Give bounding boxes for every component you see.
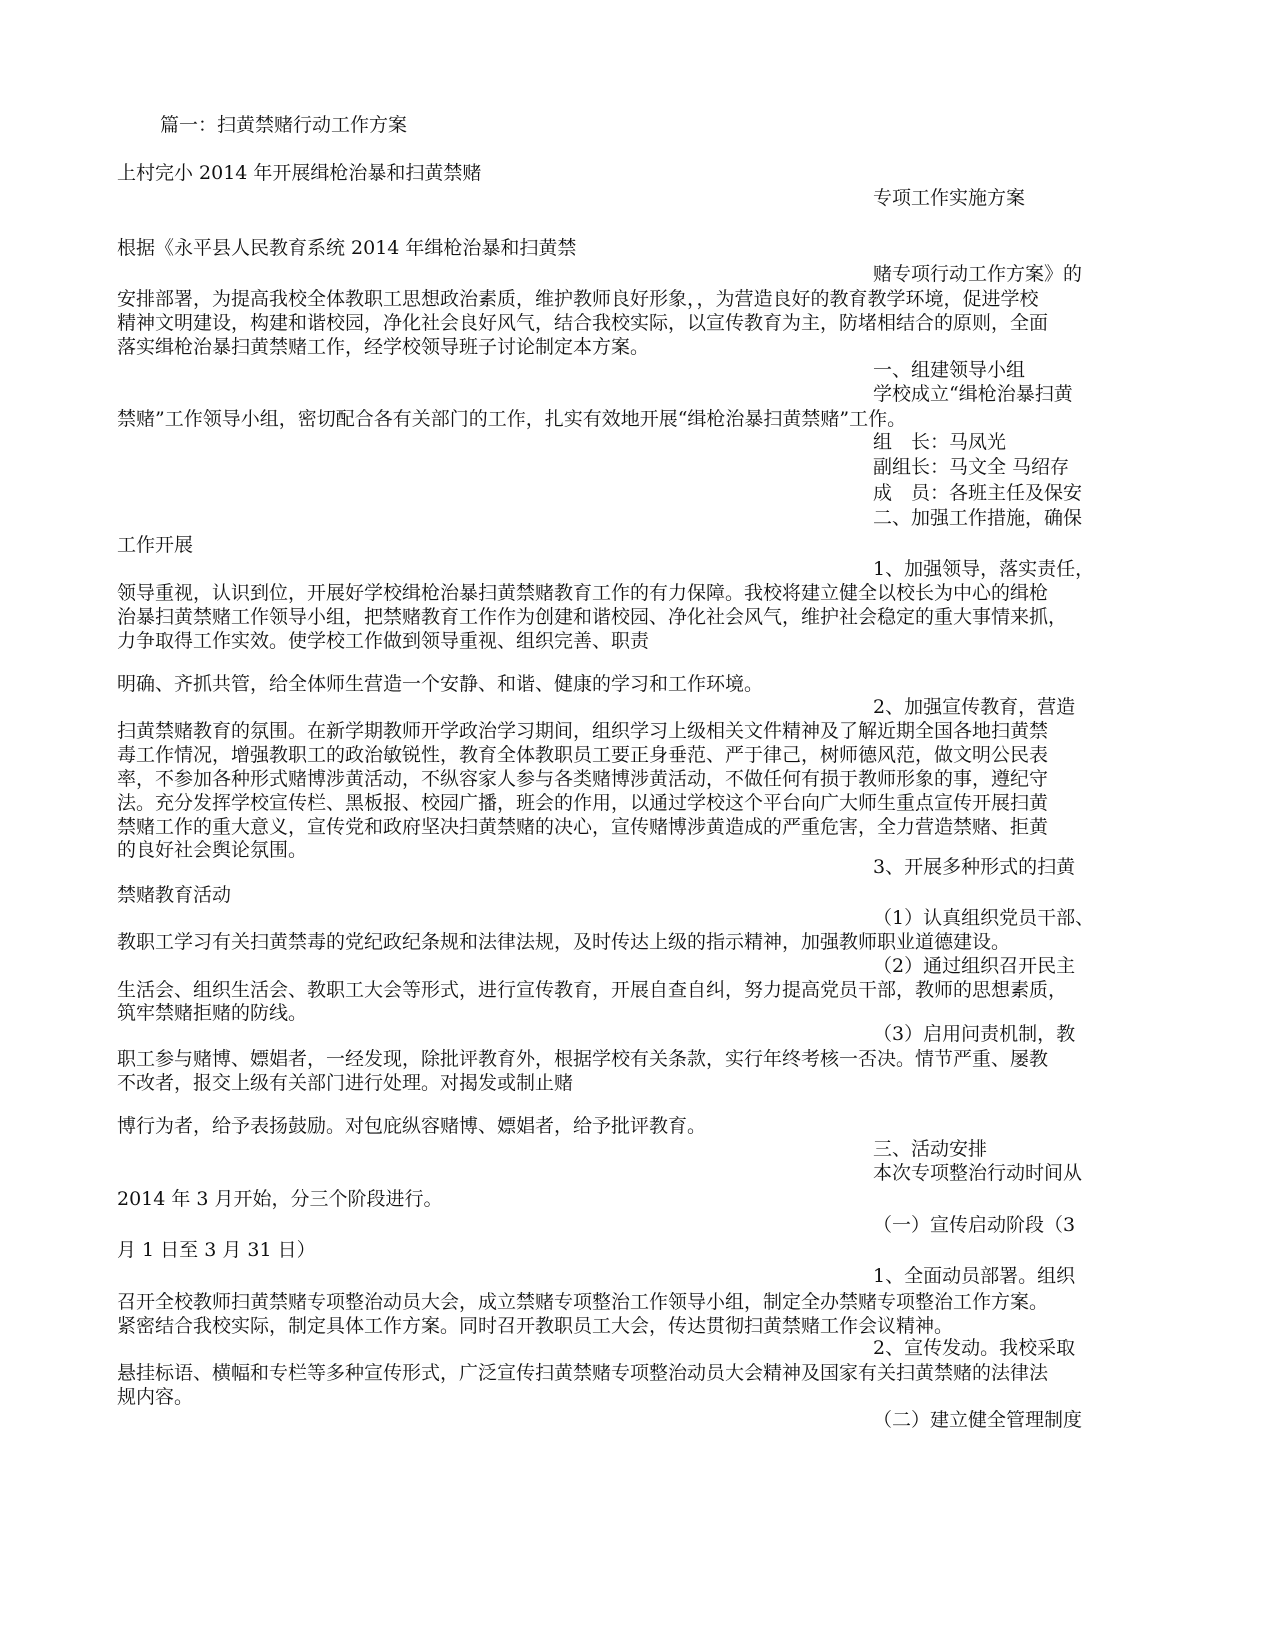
body-line: 1、加强领导，落实责任， <box>873 558 1095 580</box>
subtitle-line-1: 上村完小 2014 年开展缉枪治暴和扫黄禁赌 <box>117 162 482 184</box>
body-line: 落实缉枪治暴扫黄禁赌工作，经学校领导班子讨论制定本方案。 <box>117 336 650 358</box>
body-line: （1）认真组织党员干部、 <box>873 907 1095 929</box>
body-line: 法。充分发挥学校宣传栏、黑板报、校园广播，班会的作用，以通过学校这个平台向广大师生重点宣传开展扫黄 <box>117 792 1049 814</box>
body-line: 生活会、组织生活会、教职工大会等形式，进行宣传教育，开展自查自纠，努力提高党员干部，教师的思想素质， <box>117 979 1068 1001</box>
section-heading: 一、组建领导小组 <box>873 359 1026 381</box>
body-line: 率，不参加各种形式赌博涉黄活动，不纵容家人参与各类赌博涉黄活动，不做任何有损于教师形象的事，遵纪守 <box>117 768 1049 790</box>
body-line: 博行为者，给予表扬鼓励。对包庇纵容赌博、嫖娼者，给予批评教育。 <box>117 1115 707 1137</box>
body-line: 2014 年 3 月开始，分三个阶段进行。 <box>117 1188 443 1210</box>
section-heading: 三、活动安排 <box>873 1138 988 1160</box>
body-line: 规内容。 <box>117 1386 194 1408</box>
body-line: 2、宣传发动。我校采取 <box>873 1337 1076 1359</box>
body-line: 禁赌工作的重大意义，宣传党和政府坚决扫黄禁赌的决心，宣传赌博涉黄造成的严重危害，全力营造禁赌、拒黄 <box>117 816 1049 838</box>
body-line: 根据《永平县人民教育系统 2014 年缉枪治暴和扫黄禁 <box>117 237 577 259</box>
body-line: 工作开展 <box>117 534 194 556</box>
body-line: 治暴扫黄禁赌工作领导小组，把禁赌教育工作作为创建和谐校园、净化社会风气，维护社会稳定的重大事情来抓， <box>117 606 1068 628</box>
body-line: 组 长：马凤光 <box>873 431 1007 453</box>
body-line: 力争取得工作实效。使学校工作做到领导重视、组织完善、职责 <box>117 630 650 652</box>
body-line: 成 员：各班主任及保安 <box>873 482 1083 504</box>
body-line: 不改者，报交上级有关部门进行处理。对揭发或制止赌 <box>117 1072 574 1094</box>
body-line: 月 1 日至 3 月 31 日） <box>117 1239 316 1261</box>
body-line: 赌专项行动工作方案》的 <box>873 263 1083 285</box>
body-line: 副组长：马文全 马绍存 <box>873 456 1070 478</box>
body-line: 本次专项整治行动时间从 <box>873 1162 1083 1184</box>
body-line: 禁赌”工作领导小组，密切配合各有关部门的工作，扎实有效地开展“缉枪治暴扫黄禁赌”工作。 <box>117 408 907 430</box>
body-line: 的良好社会舆论氛围。 <box>117 839 308 861</box>
body-line: 1、全面动员部署。组织 <box>873 1265 1076 1287</box>
body-line: 2、加强宣传教育，营造 <box>873 696 1076 718</box>
body-line: 职工参与赌博、嫖娼者，一经发现，除批评教育外，根据学校有关条款，实行年终考核一否决。情节严重、屡教 <box>117 1048 1049 1070</box>
body-line: 精神文明建设，构建和谐校园，净化社会良好风气，结合我校实际，以宣传教育为主，防堵相结合的原则，全面 <box>117 312 1049 334</box>
section-heading: 二、加强工作措施，确保 <box>873 507 1083 529</box>
body-line: 悬挂标语、横幅和专栏等多种宣传形式，广泛宣传扫黄禁赌专项整治动员大会精神及国家有关扫黄禁赌的法律法 <box>117 1362 1049 1384</box>
body-line: （2）通过组织召开民主 <box>873 955 1076 977</box>
body-line: 安排部署，为提高我校全体教职工思想政治素质，维护教师良好形象，，为营造良好的教育教学环境，促进学校 <box>117 288 1039 310</box>
body-line: （一）宣传启动阶段（3 <box>873 1214 1076 1236</box>
body-line: 扫黄禁赌教育的氛围。在新学期教师开学政治学习期间，组织学习上级相关文件精神及了解近期全国各地扫黄禁 <box>117 720 1049 742</box>
body-line: 3、开展多种形式的扫黄 <box>873 856 1076 878</box>
body-line: （3）启用问责机制，教 <box>873 1023 1076 1045</box>
body-line: 禁赌教育活动 <box>117 884 232 906</box>
body-line: 明确、齐抓共管，给全体师生营造一个安静、和谐、健康的学习和工作环境。 <box>117 673 764 695</box>
subtitle-line-2: 专项工作实施方案 <box>873 187 1026 209</box>
body-line: 召开全校教师扫黄禁赌专项整治动员大会，成立禁赌专项整治工作领导小组，制定全办禁赌专项整治工作方案。 <box>117 1291 1049 1313</box>
body-line: 毒工作情况，增强教职工的政治敏锐性，教育全体教职员工要正身垂范、严于律己，树师德风范，做文明公民表 <box>117 744 1049 766</box>
body-line: 筑牢禁赌拒赌的防线。 <box>117 1002 308 1024</box>
body-line: 教职工学习有关扫黄禁毒的党纪政纪条规和法律法规，及时传达上级的指示精神，加强教师职业道德建设。 <box>117 931 1011 953</box>
body-line: 学校成立“缉枪治暴扫黄 <box>873 383 1073 405</box>
body-line: 领导重视，认识到位，开展好学校缉枪治暴扫黄禁赌教育工作的有力保障。我校将建立健全以校长为中心的缉枪 <box>117 582 1049 604</box>
body-line: 紧密结合我校实际，制定具体工作方案。同时召开教职员工大会，传达贯彻扫黄禁赌工作会议精神。 <box>117 1315 954 1337</box>
section-heading: （二）建立健全管理制度 <box>873 1409 1083 1431</box>
document-title: 篇一：扫黄禁赌行动工作方案 <box>160 114 408 136</box>
